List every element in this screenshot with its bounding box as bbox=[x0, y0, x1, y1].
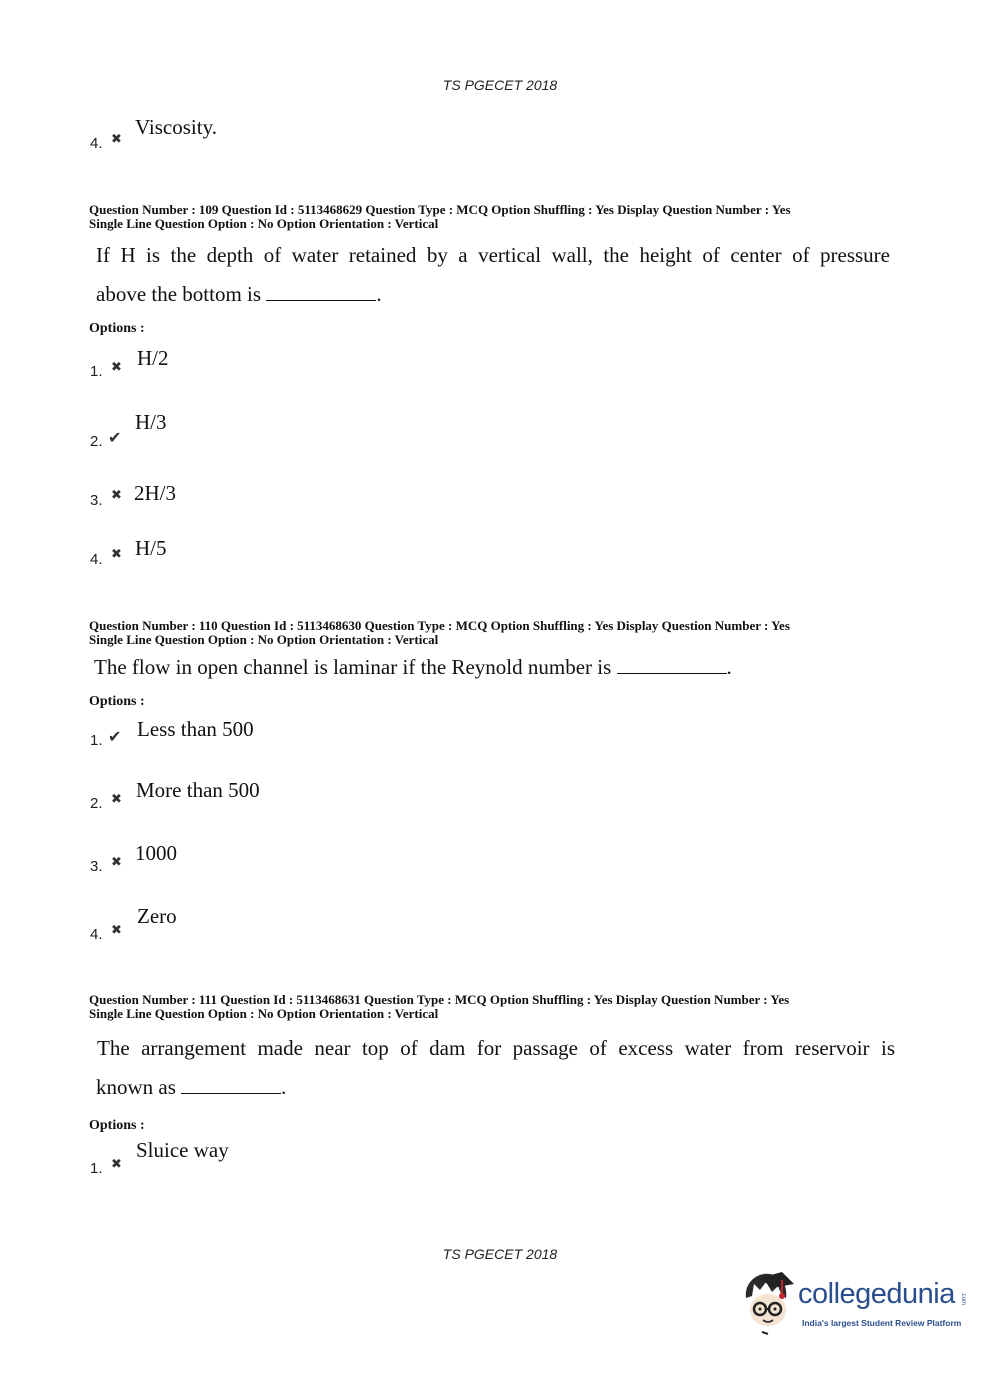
page-footer-header: TS PGECET 2018 bbox=[442, 1246, 558, 1262]
cross-mark-icon: ✖ bbox=[111, 360, 122, 375]
option-text: Viscosity. bbox=[135, 115, 217, 139]
option-number: 4. bbox=[90, 135, 103, 152]
option-text: H/5 bbox=[135, 536, 167, 560]
option-text: 2H/3 bbox=[134, 481, 176, 505]
cross-mark-icon: ✖ bbox=[111, 1157, 122, 1172]
question-meta: Question Number : 111 Question Id : 5113468631 Question Type : MCQ Option Shuffling : Yes Display Question Number : Yes bbox=[89, 992, 790, 1007]
cross-mark-icon: ✖ bbox=[111, 792, 122, 807]
question-text-line-2 bbox=[96, 1075, 286, 1100]
option-number: 2. bbox=[90, 433, 103, 450]
question-text: The arrangement made near top of dam for passage of excess water from reservoir is bbox=[97, 1036, 895, 1060]
cross-mark-icon: ✖ bbox=[111, 547, 122, 562]
answer-blank bbox=[266, 284, 376, 301]
option-text: H/3 bbox=[135, 410, 167, 434]
brand-suffix: .com bbox=[960, 1292, 966, 1306]
question-text bbox=[94, 655, 732, 680]
question-text-part: above the bottom is bbox=[96, 282, 262, 306]
option-number: 4. bbox=[90, 926, 103, 943]
cross-mark-icon: ✖ bbox=[111, 132, 122, 147]
question-meta-2: Single Line Question Option : No Option Orientation : Vertical bbox=[89, 216, 439, 231]
question-text-end: . bbox=[281, 1075, 287, 1099]
check-mark-icon: ✔ bbox=[108, 727, 122, 746]
option-number: 3. bbox=[90, 492, 103, 509]
cross-mark-icon: ✖ bbox=[111, 923, 122, 938]
options-label: Options : bbox=[89, 321, 145, 336]
collegedunia-logo[interactable] bbox=[738, 1268, 978, 1340]
question-text-end: . bbox=[726, 655, 732, 679]
options-label: Options : bbox=[89, 1118, 145, 1133]
question-meta: Question Number : 110 Question Id : 5113468630 Question Type : MCQ Option Shuffling : Yes Display Question Number : Yes bbox=[89, 618, 790, 633]
question-text-part: The flow in open channel is laminar if the Reynold number is bbox=[94, 655, 612, 679]
cross-mark-icon: ✖ bbox=[111, 855, 122, 870]
option-number: 1. bbox=[90, 1160, 103, 1177]
option-text: Sluice way bbox=[136, 1138, 229, 1162]
answer-blank bbox=[617, 657, 727, 674]
options-label: Options : bbox=[89, 694, 145, 709]
cross-mark-icon: ✖ bbox=[111, 488, 122, 503]
option-text: More than 500 bbox=[136, 778, 260, 802]
answer-blank bbox=[181, 1077, 281, 1094]
question-text-part: known as bbox=[96, 1075, 176, 1099]
brand-name: collegedunia bbox=[798, 1278, 955, 1310]
brand-tagline: India's largest Student Review Platform bbox=[802, 1318, 962, 1328]
option-text: Less than 500 bbox=[137, 717, 254, 741]
option-number: 1. bbox=[90, 363, 103, 380]
mascot-logo-icon bbox=[738, 1268, 798, 1340]
question-text-line-2 bbox=[96, 282, 382, 307]
option-text: Zero bbox=[137, 904, 177, 928]
question-text: If H is the depth of water retained by a vertical wall, the height of center of pressure bbox=[96, 243, 890, 267]
option-text: H/2 bbox=[137, 346, 169, 370]
question-meta: Question Number : 109 Question Id : 5113468629 Question Type : MCQ Option Shuffling : Yes Display Question Number : Yes bbox=[89, 202, 791, 217]
option-number: 4. bbox=[90, 551, 103, 568]
question-meta-2: Single Line Question Option : No Option Orientation : Vertical bbox=[89, 1006, 439, 1021]
option-number: 3. bbox=[90, 858, 103, 875]
option-text: 1000 bbox=[135, 841, 177, 865]
check-mark-icon: ✔ bbox=[108, 428, 122, 447]
option-number: 1. bbox=[90, 732, 103, 749]
page-header: TS PGECET 2018 bbox=[442, 77, 558, 93]
question-meta-2: Single Line Question Option : No Option Orientation : Vertical bbox=[89, 632, 439, 647]
question-text-end: . bbox=[376, 282, 382, 306]
option-number: 2. bbox=[90, 795, 103, 812]
